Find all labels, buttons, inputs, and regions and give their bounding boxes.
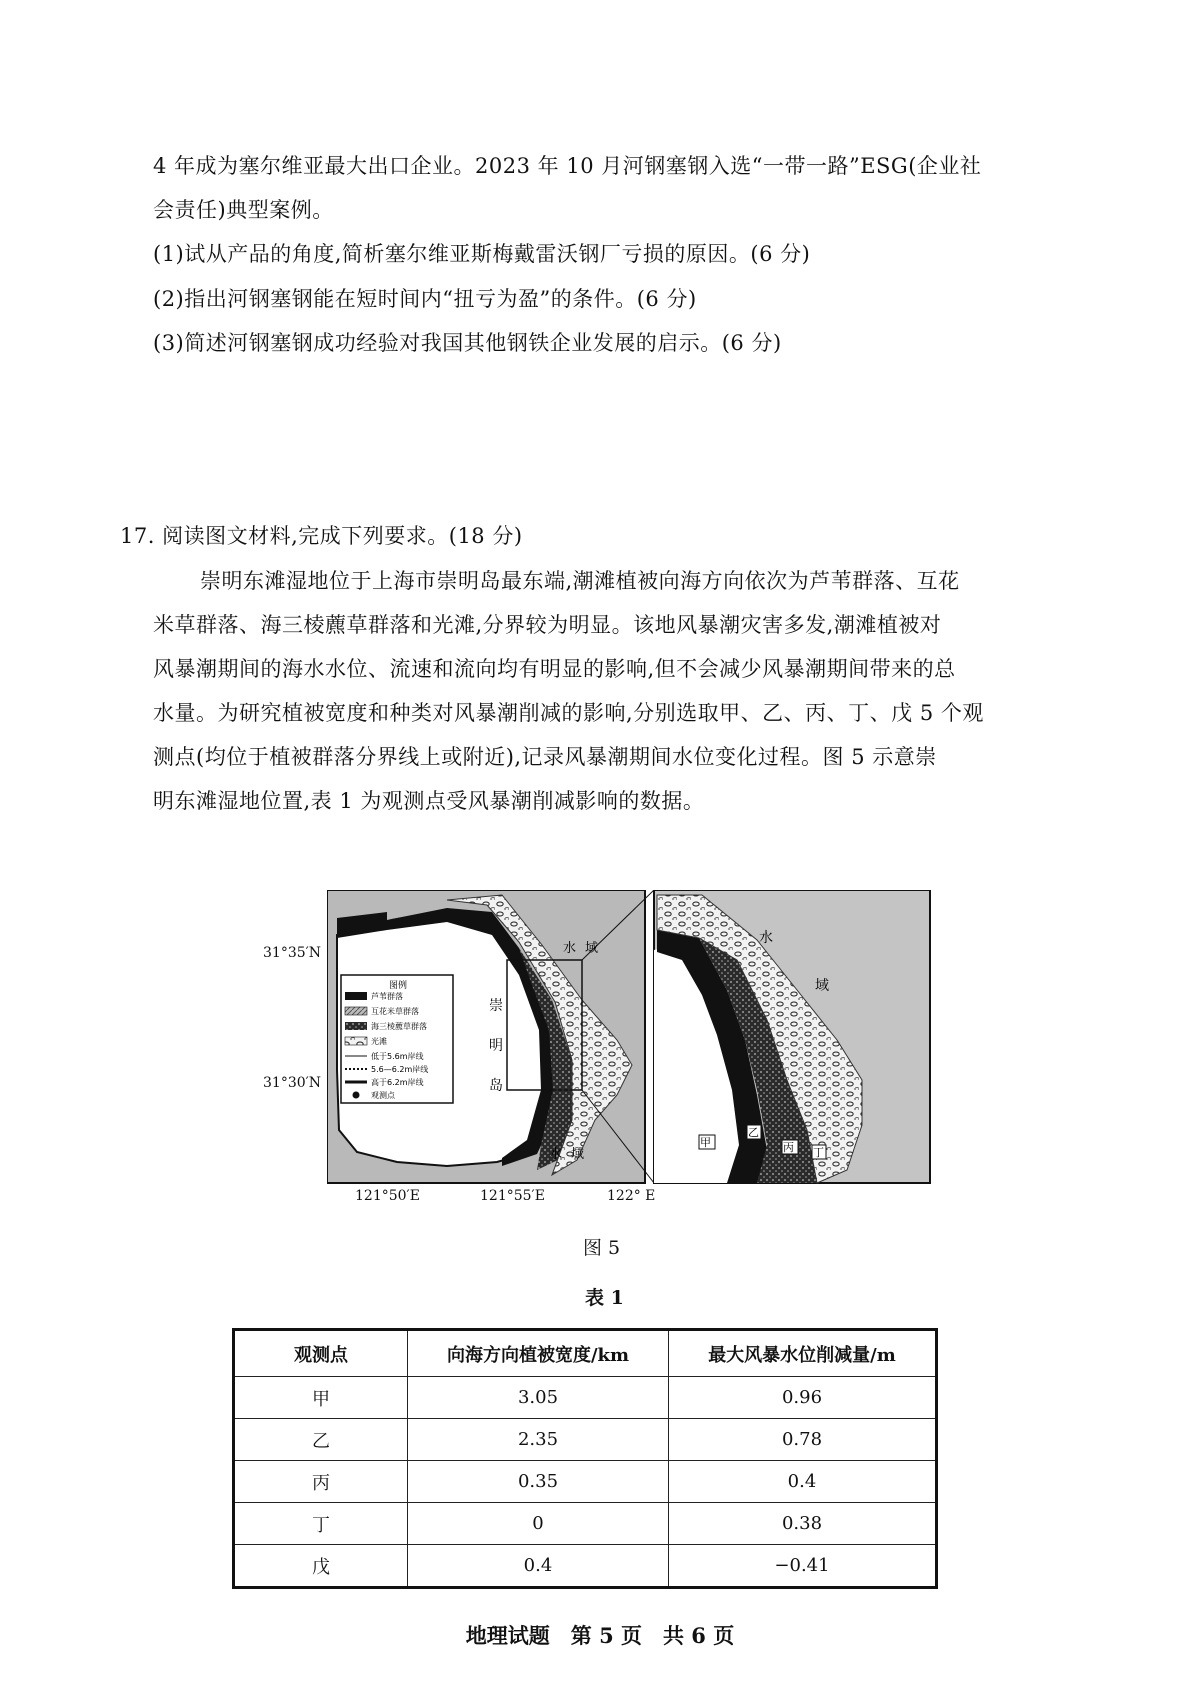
table-cell: −0.41	[669, 1545, 937, 1588]
island-label: 岛	[489, 1078, 503, 1094]
table-header-row	[234, 1330, 937, 1377]
table-cell: 丁	[234, 1503, 408, 1545]
inset-water-label: 域	[815, 978, 829, 994]
table-cell: 2.35	[408, 1419, 669, 1461]
table-cell: 乙	[234, 1419, 408, 1461]
page-footer: 地理试题 第 5 页 共 6 页	[465, 1623, 735, 1648]
question-2: (2)指出河钢塞钢能在短时间内“扭亏为盈”的条件。(6 分)	[153, 287, 697, 311]
water-label: 水	[563, 941, 577, 956]
longitude-label: 121°55′E	[480, 1188, 545, 1204]
question-17-heading: 17. 阅读图文材料,完成下列要求。(18 分)	[120, 524, 523, 548]
legend-item: 观测点	[371, 1091, 395, 1100]
data-table	[232, 1328, 938, 1589]
paragraph-line: 米草群落、海三棱藨草群落和光滩,分界较为明显。该地风暴潮灾害多发,潮滩植被对	[153, 613, 942, 637]
table-cell: 0.38	[669, 1503, 937, 1545]
point-label-jia: 甲	[700, 1136, 711, 1149]
paragraph-line: 水量。为研究植被宽度和种类对风暴潮削减的影响,分别选取甲、乙、丙、丁、戊 5 个观	[153, 701, 984, 725]
text-line: 会责任)典型案例。	[153, 198, 334, 222]
longitude-label: 122° E	[607, 1188, 656, 1204]
table-cell: 甲	[234, 1377, 408, 1419]
table-row	[234, 1545, 937, 1588]
legend-title: 图例	[389, 981, 408, 991]
point-label-bing: 丙	[783, 1141, 794, 1154]
legend-item: 5.6—6.2m岸线	[371, 1065, 429, 1074]
figure-caption: 图 5	[583, 1237, 621, 1259]
table-cell: 0	[408, 1503, 669, 1545]
question-1: (1)试从产品的角度,简析塞尔维亚斯梅戴雷沃钢厂亏损的原因。(6 分)	[153, 242, 811, 266]
legend-item: 高于6.2m岸线	[371, 1078, 424, 1087]
table-cell: 3.05	[408, 1377, 669, 1419]
water-label: 域	[571, 1147, 585, 1162]
legend-item: 光滩	[371, 1037, 387, 1046]
paragraph-line: 崇明东滩湿地位于上海市崇明岛最东端,潮滩植被向海方向依次为芦苇群落、互花	[200, 569, 960, 593]
point-label-ding: 丁	[813, 1146, 824, 1159]
legend-item: 低于5.6m岸线	[371, 1052, 424, 1061]
table-row	[234, 1419, 937, 1461]
legend-item: 芦苇群落	[371, 992, 403, 1001]
paragraph-line: 风暴潮期间的海水水位、流速和流向均有明显的影响,但不会减少风暴潮期间带来的总	[153, 657, 956, 681]
island-label: 崇	[489, 998, 503, 1014]
table-header: 观测点	[234, 1330, 408, 1377]
table-row	[234, 1377, 937, 1419]
table-row	[234, 1503, 937, 1545]
table-header: 最大风暴水位削减量/m	[669, 1330, 937, 1377]
point-label-yi: 乙	[748, 1126, 759, 1139]
inset-water-label: 水	[759, 930, 773, 946]
table-row	[234, 1461, 937, 1503]
longitude-label: 121°50′E	[355, 1188, 420, 1204]
island-label: 明	[489, 1038, 503, 1054]
text-line: 4 年成为塞尔维亚最大出口企业。2023 年 10 月河钢塞钢入选“一带一路”ESG(企业社	[153, 154, 982, 178]
table-title: 表 1	[585, 1287, 624, 1309]
water-label: 域	[585, 941, 599, 956]
map-svg	[327, 890, 932, 1215]
legend-item: 海三棱藨草群落	[371, 1022, 427, 1031]
table-cell: 0.96	[669, 1377, 937, 1419]
map-figure	[327, 890, 932, 1215]
table-cell: 丙	[234, 1461, 408, 1503]
question-3: (3)简述河钢塞钢成功经验对我国其他钢铁企业发展的启示。(6 分)	[153, 331, 782, 355]
latitude-label: 31°30′N	[263, 1075, 322, 1091]
table-header: 向海方向植被宽度/km	[408, 1330, 669, 1377]
table-cell: 0.78	[669, 1419, 937, 1461]
table-cell: 0.4	[408, 1545, 669, 1588]
legend-item: 互花米草群落	[371, 1007, 419, 1016]
paragraph-line: 测点(均位于植被群落分界线上或附近),记录风暴潮期间水位变化过程。图 5 示意崇	[153, 745, 937, 769]
table-cell: 0.4	[669, 1461, 937, 1503]
latitude-label: 31°35′N	[263, 945, 322, 961]
water-label: 水	[549, 1147, 563, 1162]
table-cell: 0.35	[408, 1461, 669, 1503]
table-cell: 戊	[234, 1545, 408, 1588]
paragraph-line: 明东滩湿地位置,表 1 为观测点受风暴潮削减影响的数据。	[153, 789, 705, 813]
